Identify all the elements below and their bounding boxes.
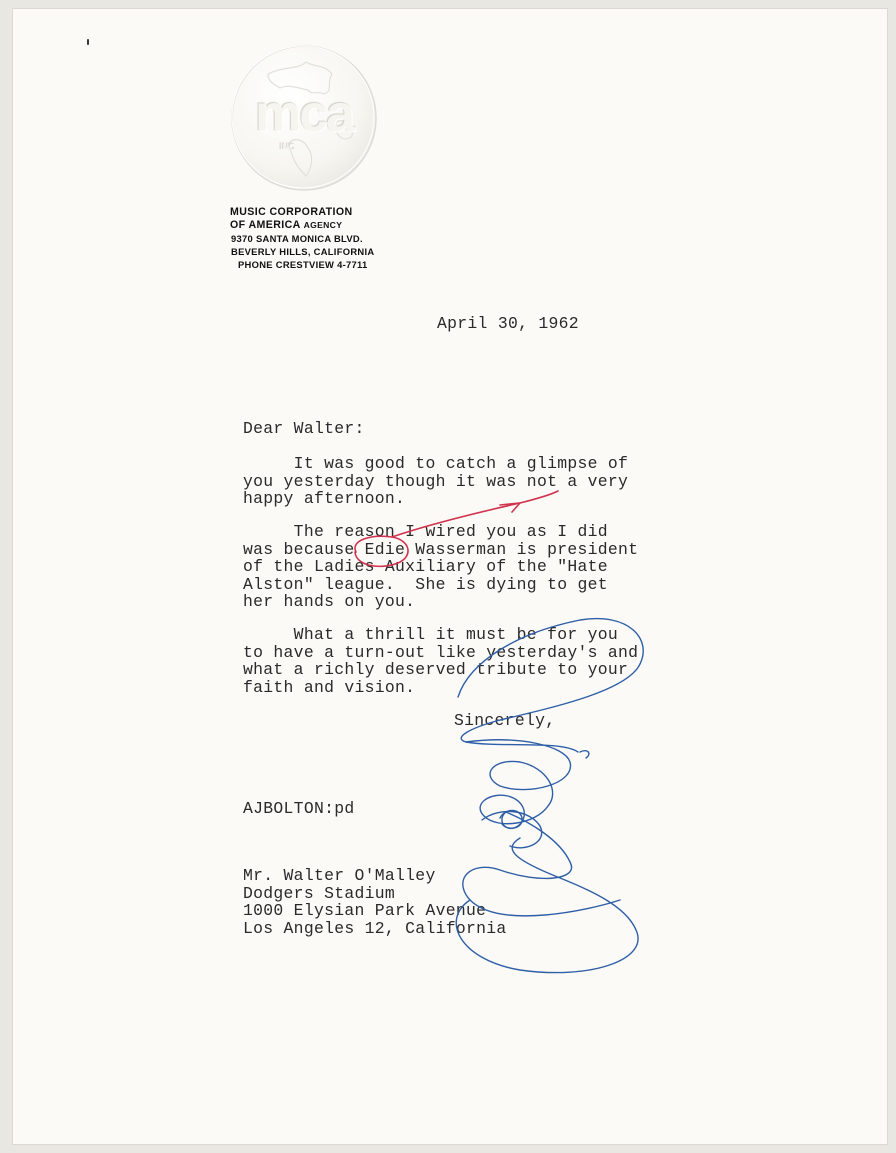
recipient-address xyxy=(243,867,507,937)
letterhead-address xyxy=(230,206,390,271)
ink-speck xyxy=(87,39,89,45)
address-line: Dodgers Stadium xyxy=(243,883,396,903)
paragraph-3 xyxy=(243,626,638,696)
paragraph-line: to have a turn-out like yesterday's and xyxy=(243,642,639,662)
phone-number: PHONE CRESTVIEW 4-7711 xyxy=(238,259,368,270)
address-line: Los Angeles 12, California xyxy=(243,918,507,938)
paragraph-line: It was good to catch a glimpse of xyxy=(243,454,629,473)
paragraph-line: faith and vision. xyxy=(243,677,416,697)
salutation: Dear Walter: xyxy=(243,419,365,438)
typist-initials: AJBOLTON:pd xyxy=(243,799,355,818)
paragraph-line: The reason I wired you as I did xyxy=(243,522,608,541)
paragraph-line: Alston" league. She is dying to get xyxy=(243,574,608,594)
address-line: 1000 Elysian Park Avenue xyxy=(243,901,487,920)
paragraph-line: what a richly deserved tribute to your xyxy=(243,660,629,679)
city-address: BEVERLY HILLS, CALIFORNIA xyxy=(231,246,375,257)
paragraph-line: What a thrill it must be for you xyxy=(243,625,619,644)
agency-label: AGENCY xyxy=(303,220,343,230)
paragraph-line: happy afternoon. xyxy=(243,489,406,508)
company-name-line2-text: OF AMERICA xyxy=(230,219,301,231)
closing: Sincerely, xyxy=(454,711,556,730)
paragraph-1 xyxy=(243,455,628,508)
paragraph-line: her hands on you. xyxy=(243,592,416,611)
logo-sub-mark: INC xyxy=(280,142,296,152)
mca-embossed-logo xyxy=(228,44,380,192)
paragraph-line: you yesterday though it was not a very xyxy=(243,471,629,491)
letter-date: April 30, 1962 xyxy=(437,314,579,333)
logo-wordmark: mca xyxy=(254,85,354,143)
street-address: 9370 SANTA MONICA BLVD. xyxy=(231,233,363,244)
address-line: Mr. Walter O'Malley xyxy=(243,866,436,885)
company-name-line2 xyxy=(230,219,390,232)
paragraph-line: was because Edie Wasserman is president xyxy=(243,539,639,559)
company-name-line1: MUSIC CORPORATION xyxy=(230,206,353,218)
paragraph-2 xyxy=(243,523,638,611)
paragraph-line: of the Ladies Auxiliary of the "Hate xyxy=(243,557,608,576)
